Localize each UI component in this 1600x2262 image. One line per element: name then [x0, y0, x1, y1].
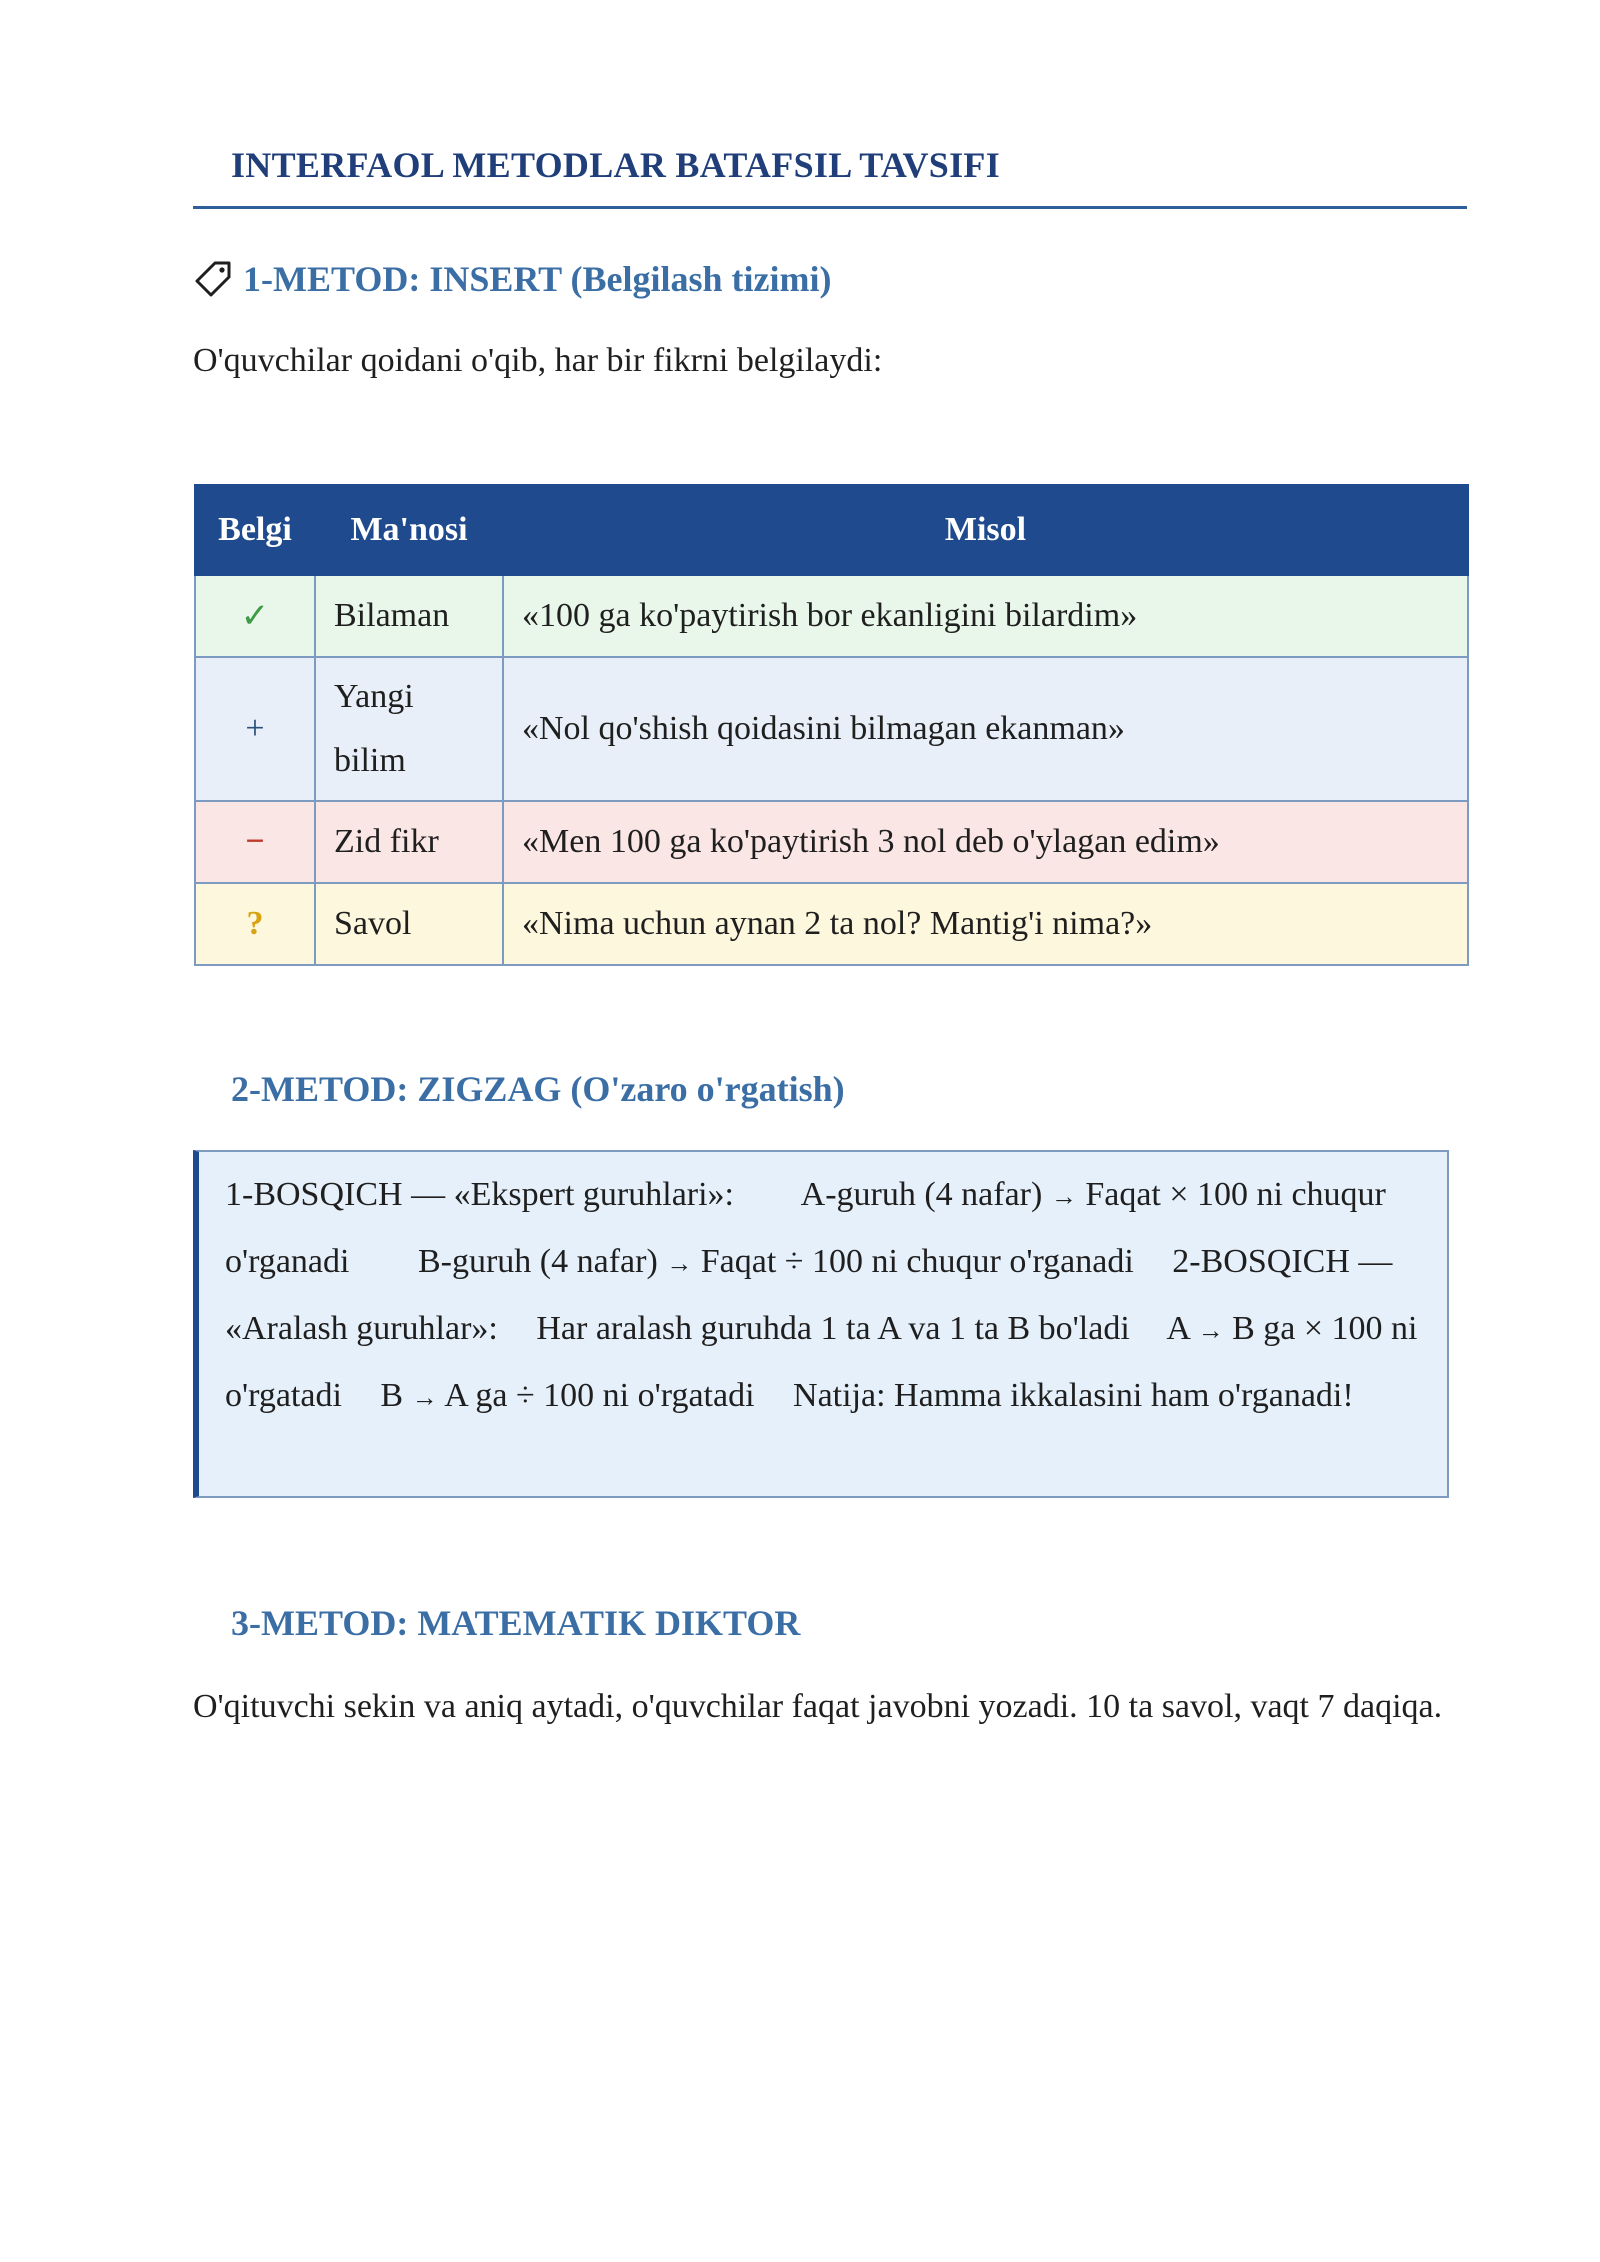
a-to-b-task: B ga × 100 ni o'rgatadi [225, 1310, 1418, 1414]
row-meaning: Bilaman [315, 575, 503, 657]
group-a: A-guruh (4 nafar) [800, 1176, 1043, 1213]
zigzag-box [193, 1150, 1449, 1498]
row-example: «Nima uchun aynan 2 ta nol? Mantig'i nima?» [503, 883, 1468, 965]
method1-intro: O'quvchilar qoidani o'qib, har bir fikrni belgilaydi: [193, 342, 883, 379]
arrow-right-icon: → [1050, 1182, 1077, 1211]
table-header-row [195, 485, 1468, 575]
group-b-task: Faqat ÷ 100 ni chuqur o'rganadi [700, 1243, 1134, 1280]
group-a-task: Faqat × 100 ni chuqur o'rganadi [225, 1176, 1386, 1280]
title-divider [193, 206, 1467, 209]
tag-icon [193, 259, 233, 299]
row-example: «Men 100 ga ko'paytirish 3 nol deb o'ylagan edim» [503, 801, 1468, 883]
method1-heading-row [193, 258, 831, 300]
zigzag-result: Natija: Hamma ikkalasini ham o'rganadi! [793, 1377, 1354, 1414]
row-meaning: Yangi bilim [315, 657, 503, 801]
check-icon: ✓ [240, 598, 270, 635]
table-row [195, 883, 1468, 965]
minus-icon: − [245, 823, 265, 860]
method3-text: O'qituvchi sekin va aniq aytadi, o'quvchilar faqat javobni yozadi. 10 ta savol, vaqt 7 daqiqa. [193, 1688, 1443, 1725]
method2-heading: 2-METOD: ZIGZAG (O'zaro o'rgatish) [231, 1069, 845, 1109]
table-row [195, 801, 1468, 883]
insert-table [194, 484, 1469, 966]
row-example: «Nol qo'shish qoidasini bilmagan ekanman» [503, 657, 1468, 801]
arrow-right-icon: → [411, 1383, 438, 1412]
header-belgi: Belgi [195, 485, 315, 575]
b-to-a-task: A ga ÷ 100 ni o'rgatadi [444, 1377, 755, 1414]
header-manosi: Ma'nosi [315, 485, 503, 575]
header-misol: Misol [503, 485, 1468, 575]
document-title: INTERFAOL METODLAR BATAFSIL TAVSIFI [231, 145, 1001, 185]
step1-label: 1-BOSQICH — «Ekspert guruhlari»: [225, 1176, 735, 1213]
a-to-b-source: A [1166, 1310, 1190, 1347]
table-row [195, 657, 1468, 801]
step2-text: Har aralash guruhda 1 ta A va 1 ta B bo'ladi [536, 1310, 1130, 1347]
step2-label: 2-BOSQICH — «Aralash guruhlar»: [225, 1243, 1393, 1347]
table-row [195, 575, 1468, 657]
row-meaning: Savol [315, 883, 503, 965]
arrow-right-icon: → [1197, 1316, 1224, 1345]
question-icon: ? [246, 905, 264, 942]
b-to-a-source: B [380, 1377, 404, 1414]
group-b: B-guruh (4 nafar) [417, 1243, 658, 1280]
method1-heading: 1-METOD: INSERT (Belgilash tizimi) [243, 259, 832, 299]
method3-heading: 3-METOD: MATEMATIK DIKTOR [231, 1603, 801, 1643]
row-example: «100 ga ko'paytirish bor ekanligini bilardim» [503, 575, 1468, 657]
arrow-right-icon: → [666, 1249, 693, 1278]
row-meaning: Zid fikr [315, 801, 503, 883]
plus-icon: + [245, 710, 265, 747]
